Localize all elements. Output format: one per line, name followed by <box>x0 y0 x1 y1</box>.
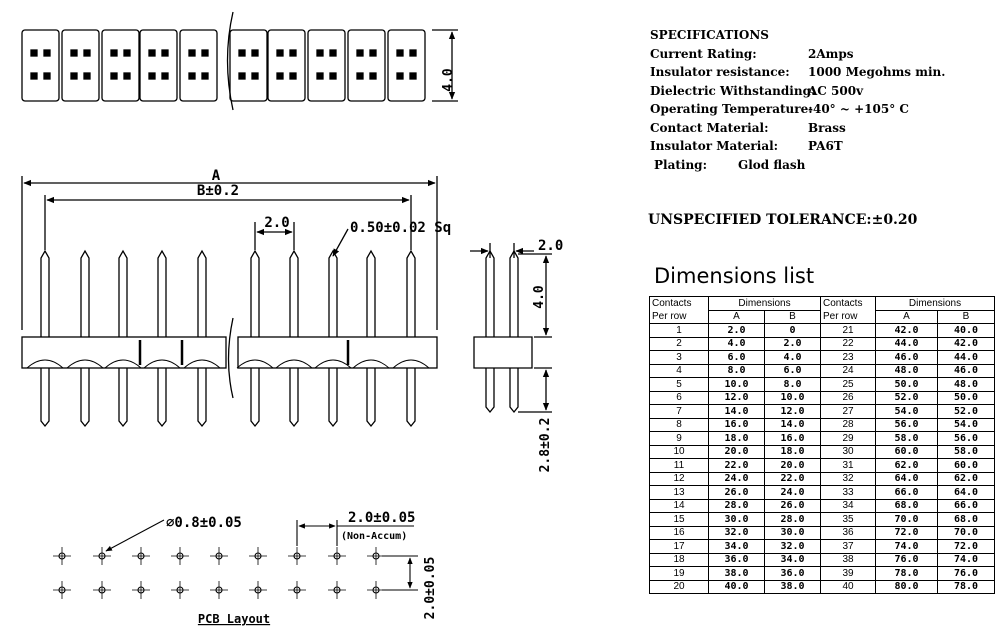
side-pin-top <box>510 251 518 337</box>
top-view <box>22 12 458 110</box>
housing-notch <box>184 360 220 368</box>
table-cell: 78.0 <box>938 580 995 594</box>
pin-bottom <box>198 368 206 426</box>
table-row <box>650 567 995 581</box>
header-dimensions: Dimensions <box>709 297 821 311</box>
table-row <box>650 378 995 392</box>
table-row <box>650 459 995 473</box>
table-cell: 10.0 <box>709 378 765 392</box>
table-cell: 46.0 <box>938 364 995 378</box>
pin-bottom <box>158 368 166 426</box>
table-cell: 62.0 <box>938 472 995 486</box>
table-cell: 22 <box>821 337 876 351</box>
spec-label: Dielectric Withstanding: <box>650 83 816 98</box>
spec-label: Insulator resistance: <box>650 65 790 79</box>
table-row <box>650 472 995 486</box>
contact-square <box>124 50 130 56</box>
pin-size-label: 0.50±0.02 Sq <box>350 220 452 236</box>
pin-bottom <box>41 368 49 426</box>
contact-square <box>44 50 50 56</box>
hole-dia-label: ⌀0.8±0.05 <box>166 515 242 531</box>
table-cell: 16.0 <box>765 432 821 446</box>
dim-a-label: A <box>211 168 221 184</box>
table-cell: 14 <box>650 499 709 513</box>
contact-square <box>111 73 117 79</box>
table-cell: 76.0 <box>938 567 995 581</box>
table-cell: 12.0 <box>765 405 821 419</box>
table-cell: 62.0 <box>876 459 938 473</box>
pin-top <box>407 251 415 337</box>
table-cell: 42.0 <box>938 337 995 351</box>
spec-row <box>650 119 980 138</box>
table-cell: 70.0 <box>876 513 938 527</box>
pin-top <box>158 251 166 337</box>
spec-row <box>650 63 980 82</box>
table-cell: 74.0 <box>876 540 938 554</box>
header-per-row: Per row <box>821 310 876 324</box>
front-view <box>22 176 437 426</box>
contact-square <box>252 50 258 56</box>
table-cell: 54.0 <box>938 418 995 432</box>
table-cell: 1 <box>650 324 709 338</box>
table-cell: 60.0 <box>938 459 995 473</box>
table-cell: 22.0 <box>709 459 765 473</box>
table-cell: 68.0 <box>876 499 938 513</box>
spec-label: Insulator Material: <box>650 139 779 153</box>
pcb-row-pitch-label: 2.0±0.05 <box>423 556 438 620</box>
table-cell: 26 <box>821 391 876 405</box>
spec-row <box>650 137 980 156</box>
header-a: A <box>876 310 938 324</box>
housing <box>238 337 437 368</box>
pin-cell <box>348 30 385 101</box>
table-cell: 56.0 <box>938 432 995 446</box>
table-cell: 13 <box>650 486 709 500</box>
table-row <box>650 540 995 554</box>
contact-square <box>189 50 195 56</box>
housing <box>22 337 226 368</box>
table-cell: 16 <box>650 526 709 540</box>
contact-square <box>44 73 50 79</box>
table-cell: 33 <box>821 486 876 500</box>
table-cell: 52.0 <box>938 405 995 419</box>
table-cell: 12 <box>650 472 709 486</box>
table-cell: 30 <box>821 445 876 459</box>
table-cell: 15 <box>650 513 709 527</box>
pin-bottom <box>407 368 415 426</box>
header-b: B <box>765 310 821 324</box>
contact-square <box>277 73 283 79</box>
table-row <box>650 553 995 567</box>
table-cell: 5 <box>650 378 709 392</box>
housing-notch <box>237 360 273 368</box>
table-cell: 2 <box>650 337 709 351</box>
housing-notch <box>67 360 103 368</box>
pin-cell <box>62 30 99 101</box>
dim-b-label: B±0.2 <box>196 183 240 199</box>
table-row <box>650 486 995 500</box>
side-pin-bottom <box>486 368 494 412</box>
contact-square <box>84 73 90 79</box>
table-cell: 2.0 <box>709 324 765 338</box>
table-row <box>650 364 995 378</box>
table-cell: 34.0 <box>709 540 765 554</box>
table-cell: 36.0 <box>765 567 821 581</box>
break-line <box>229 318 234 398</box>
table-cell: 40.0 <box>938 324 995 338</box>
contact-square <box>31 50 37 56</box>
side-pin-top <box>486 251 494 337</box>
table-cell: 44.0 <box>938 351 995 365</box>
contact-square <box>149 73 155 79</box>
table-cell: 27 <box>821 405 876 419</box>
contact-square <box>162 50 168 56</box>
table-row <box>650 526 995 540</box>
table-cell: 28.0 <box>765 513 821 527</box>
pin-bottom <box>329 368 337 426</box>
table-cell: 32.0 <box>765 540 821 554</box>
contact-square <box>31 73 37 79</box>
table-cell: 26.0 <box>709 486 765 500</box>
header-per-row: Per row <box>650 310 709 324</box>
table-cell: 50.0 <box>938 391 995 405</box>
table-cell: 32.0 <box>709 526 765 540</box>
contact-square <box>202 73 208 79</box>
table-cell: 20.0 <box>765 459 821 473</box>
contact-square <box>277 50 283 56</box>
table-cell: 16.0 <box>709 418 765 432</box>
table-cell: 30.0 <box>765 526 821 540</box>
table-row <box>650 324 995 338</box>
spec-value: 1000 Megohms min. <box>808 65 946 79</box>
table-cell: 74.0 <box>938 553 995 567</box>
spec-value: 2Amps <box>808 46 854 61</box>
table-cell: 4 <box>650 364 709 378</box>
table-cell: 38.0 <box>765 580 821 594</box>
table-cell: 36.0 <box>709 553 765 567</box>
table-cell: 18 <box>650 553 709 567</box>
header-b: B <box>938 310 995 324</box>
table-cell: 9 <box>650 432 709 446</box>
contact-square <box>189 73 195 79</box>
pin-top <box>251 251 259 337</box>
specifications <box>650 26 980 174</box>
pin-top <box>329 251 337 337</box>
side-view <box>470 243 552 412</box>
spec-value: Brass <box>808 120 846 135</box>
table-cell: 66.0 <box>938 499 995 513</box>
contact-square <box>317 73 323 79</box>
table-cell: 6 <box>650 391 709 405</box>
contact-square <box>111 50 117 56</box>
table-cell: 37 <box>821 540 876 554</box>
dimensions-table <box>649 296 995 594</box>
table-cell: 19 <box>650 567 709 581</box>
table-cell: 10.0 <box>765 391 821 405</box>
side-pin-bottom <box>510 368 518 412</box>
table-cell: 50.0 <box>876 378 938 392</box>
table-row <box>650 499 995 513</box>
table-cell: 6.0 <box>765 364 821 378</box>
header-a: A <box>709 310 765 324</box>
table-cell: 64.0 <box>938 486 995 500</box>
pin-top <box>41 251 49 337</box>
tolerance-note: UNSPECIFIED TOLERANCE:±0.20 <box>648 212 918 228</box>
table-cell: 36 <box>821 526 876 540</box>
table-cell: 24.0 <box>765 486 821 500</box>
table-cell: 40.0 <box>709 580 765 594</box>
table-cell: 6.0 <box>709 351 765 365</box>
housing-notch <box>276 360 312 368</box>
table-cell: 78.0 <box>876 567 938 581</box>
table-cell: 60.0 <box>876 445 938 459</box>
table-cell: 22.0 <box>765 472 821 486</box>
spec-label: Operating Temperature: <box>650 102 813 116</box>
table-cell: 32 <box>821 472 876 486</box>
table-cell: 28 <box>821 418 876 432</box>
pin-bottom <box>119 368 127 426</box>
pin-top <box>367 251 375 337</box>
table-cell: 48.0 <box>938 378 995 392</box>
housing-notch <box>144 360 180 368</box>
pin-top <box>81 251 89 337</box>
table-cell: 56.0 <box>876 418 938 432</box>
table-row <box>650 351 995 365</box>
table-cell: 34.0 <box>765 553 821 567</box>
contact-square <box>317 50 323 56</box>
pin-bottom <box>251 368 259 426</box>
table-cell: 40 <box>821 580 876 594</box>
contact-square <box>330 73 336 79</box>
spec-value: AC 500v <box>808 83 864 98</box>
pin-cell <box>388 30 425 101</box>
table-cell: 42.0 <box>876 324 938 338</box>
spec-value: Glod flash <box>738 157 806 172</box>
table-row <box>650 445 995 459</box>
table-row <box>650 337 995 351</box>
table-cell: 0 <box>765 324 821 338</box>
table-cell: 3 <box>650 351 709 365</box>
contact-square <box>410 73 416 79</box>
pin-cell <box>22 30 59 101</box>
table-cell: 4.0 <box>709 337 765 351</box>
contact-square <box>290 73 296 79</box>
table-cell: 4.0 <box>765 351 821 365</box>
housing-notch <box>315 360 351 368</box>
table-cell: 20.0 <box>709 445 765 459</box>
pitch-label: 2.0 <box>264 215 290 231</box>
table-cell: 10 <box>650 445 709 459</box>
pin-bottom <box>81 368 89 426</box>
spec-label: Contact Material: <box>650 120 769 135</box>
table-cell: 72.0 <box>938 540 995 554</box>
table-row <box>650 391 995 405</box>
table-cell: 12.0 <box>709 391 765 405</box>
pin-cell <box>180 30 217 101</box>
spec-row <box>650 82 980 101</box>
spec-label: Current Rating: <box>650 46 757 61</box>
table-cell: 8.0 <box>765 378 821 392</box>
table-cell: 26.0 <box>765 499 821 513</box>
header-contacts: Contacts <box>821 297 876 311</box>
top-height-label: 4.0 <box>441 68 456 92</box>
pin-top <box>119 251 127 337</box>
spec-value: PA6T <box>808 139 843 153</box>
table-cell: 18.0 <box>765 445 821 459</box>
leader-line <box>106 520 164 551</box>
pin-cell <box>140 30 177 101</box>
table-cell: 58.0 <box>938 445 995 459</box>
contact-square <box>162 73 168 79</box>
table-cell: 18.0 <box>709 432 765 446</box>
table-row <box>650 418 995 432</box>
table-cell: 34 <box>821 499 876 513</box>
table-cell: 8 <box>650 418 709 432</box>
table-cell: 48.0 <box>876 364 938 378</box>
table-row <box>650 432 995 446</box>
side-tail-label: 2.8±0.2 <box>538 417 553 473</box>
side-pitch-label: 2.0 <box>538 238 564 254</box>
housing-notch <box>105 360 141 368</box>
spec-value: -40° ~ +105° C <box>808 102 909 116</box>
leader-line <box>333 229 348 256</box>
housing-notch <box>353 360 389 368</box>
table-cell: 21 <box>821 324 876 338</box>
spec-row <box>650 100 980 119</box>
pcb-pitch-label: 2.0±0.05 <box>348 510 416 526</box>
table-cell: 25 <box>821 378 876 392</box>
table-cell: 58.0 <box>876 432 938 446</box>
pin-top <box>198 251 206 337</box>
non-accum-label: (Non-Accum) <box>341 531 408 542</box>
contact-square <box>84 50 90 56</box>
contact-square <box>71 73 77 79</box>
table-cell: 14.0 <box>709 405 765 419</box>
pin-cell <box>268 30 305 101</box>
table-cell: 38 <box>821 553 876 567</box>
spec-label: Plating: <box>654 157 708 172</box>
table-cell: 66.0 <box>876 486 938 500</box>
table-cell: 68.0 <box>938 513 995 527</box>
specifications-title: SPECIFICATIONS <box>650 28 769 42</box>
table-cell: 35 <box>821 513 876 527</box>
table-cell: 39 <box>821 567 876 581</box>
table-cell: 14.0 <box>765 418 821 432</box>
table-cell: 46.0 <box>876 351 938 365</box>
table-row <box>650 513 995 527</box>
table-cell: 76.0 <box>876 553 938 567</box>
table-cell: 44.0 <box>876 337 938 351</box>
pin-top <box>290 251 298 337</box>
header-dimensions: Dimensions <box>876 297 995 311</box>
contact-square <box>370 73 376 79</box>
table-cell: 17 <box>650 540 709 554</box>
table-cell: 29 <box>821 432 876 446</box>
contact-square <box>357 50 363 56</box>
table-cell: 20 <box>650 580 709 594</box>
table-cell: 80.0 <box>876 580 938 594</box>
pin-bottom <box>367 368 375 426</box>
pin-cell <box>308 30 345 101</box>
contact-square <box>149 50 155 56</box>
table-cell: 30.0 <box>709 513 765 527</box>
contact-square <box>239 73 245 79</box>
contact-square <box>370 50 376 56</box>
pin-bottom <box>290 368 298 426</box>
side-housing <box>474 337 532 368</box>
table-cell: 38.0 <box>709 567 765 581</box>
table-cell: 8.0 <box>709 364 765 378</box>
table-cell: 24 <box>821 364 876 378</box>
contact-square <box>357 73 363 79</box>
table-row <box>650 580 995 594</box>
contact-square <box>252 73 258 79</box>
table-cell: 28.0 <box>709 499 765 513</box>
dimensions-list-title: Dimensions list <box>654 264 815 288</box>
table-cell: 31 <box>821 459 876 473</box>
contact-square <box>202 50 208 56</box>
table-cell: 7 <box>650 405 709 419</box>
housing-notch <box>393 360 429 368</box>
spec-row <box>650 156 980 175</box>
table-cell: 72.0 <box>876 526 938 540</box>
table-cell: 23 <box>821 351 876 365</box>
spec-row <box>650 45 980 64</box>
pcb-layout-label: PCB Layout <box>197 612 271 626</box>
table-cell: 64.0 <box>876 472 938 486</box>
table-cell: 24.0 <box>709 472 765 486</box>
contact-square <box>397 73 403 79</box>
contact-square <box>71 50 77 56</box>
contact-square <box>410 50 416 56</box>
contact-square <box>290 50 296 56</box>
table-cell: 52.0 <box>876 391 938 405</box>
table-cell: 2.0 <box>765 337 821 351</box>
contact-square <box>330 50 336 56</box>
housing-notch <box>27 360 63 368</box>
contact-square <box>124 73 130 79</box>
contact-square <box>397 50 403 56</box>
table-cell: 11 <box>650 459 709 473</box>
pin-cell <box>230 30 267 101</box>
pin-cell <box>102 30 139 101</box>
header-contacts: Contacts <box>650 297 709 311</box>
table-row <box>650 405 995 419</box>
contact-square <box>239 50 245 56</box>
table-cell: 70.0 <box>938 526 995 540</box>
table-cell: 54.0 <box>876 405 938 419</box>
side-height-label: 4.0 <box>532 285 547 309</box>
